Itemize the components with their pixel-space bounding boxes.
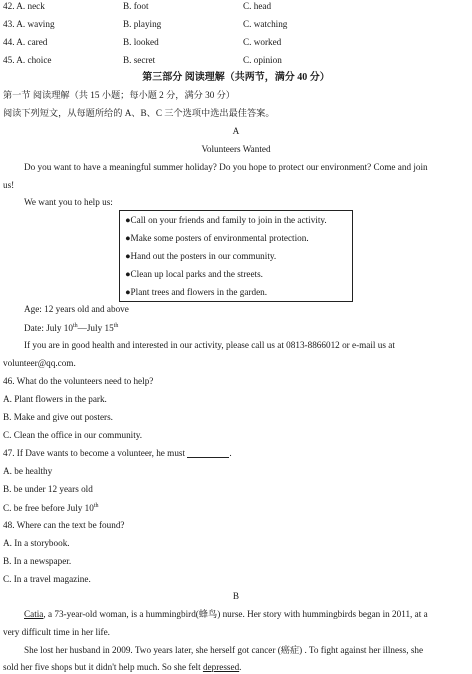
part3-title: 第三部分 阅读理解（共两节，满分 40 分） (142, 72, 330, 83)
option-44-a: 44. A. cared (3, 37, 48, 47)
option-42-a: 42. A. neck (3, 1, 45, 11)
question-47-option-c: C. be free before July 10th (3, 503, 99, 514)
question-48-option-c: C. In a travel magazine. (3, 574, 91, 584)
question-46-option-b: B. Make and give out posters. (3, 412, 113, 422)
question-48-option-b: B. In a newspaper. (3, 556, 72, 566)
question-47-option-a: A. be healthy (3, 466, 53, 476)
option-42-c: C. head (243, 1, 272, 11)
question-47-option-b: B. be under 12 years old (3, 484, 93, 494)
passage-b-letter: B (232, 591, 240, 601)
option-45-a: 45. A. choice (3, 55, 52, 65)
option-43-c: C. watching (243, 19, 288, 29)
option-44-b: B. looked (123, 37, 159, 47)
option-44-c: C. worked (243, 37, 282, 47)
instruction-text: 阅读下列短文，从每题所给的 A、B、C 三个选项中选出最佳答案。 (3, 108, 275, 118)
question-46-option-c: C. Clean the office in our community. (3, 430, 143, 440)
passage-a-help-line: We want you to help us: (24, 197, 113, 207)
box-item: ●Hand out the posters in our community. (125, 251, 277, 261)
age-line: Age: 12 years old and above (24, 304, 129, 314)
option-45-b: B. secret (123, 55, 156, 65)
box-item: ●Clean up local parks and the streets. (125, 269, 263, 279)
question-48: 48. Where can the text be found? (3, 520, 125, 530)
passage-b-para1-line2: very difficult time in her life. (3, 627, 110, 637)
date-line: Date: July 10th—July 15th (24, 323, 119, 334)
section1-heading: 第一节 阅读理解（共 15 小题；每小题 2 分，满分 30 分） (3, 90, 235, 100)
option-45-c: C. opinion (243, 55, 282, 65)
answer-blank (187, 449, 229, 458)
contact-line-2: volunteer@qq.com. (3, 358, 76, 368)
passage-a-letter: A (232, 126, 240, 136)
box-item: ●Plant trees and flowers in the garden. (125, 287, 268, 297)
option-42-b: B. foot (123, 1, 149, 11)
passage-a-intro-1: Do you want to have a meaningful summer holiday? Do you hope to protect our environment? Come and join (24, 162, 428, 172)
question-48-option-a: A. In a storybook. (3, 538, 70, 548)
passage-a-title: Volunteers Wanted (201, 144, 271, 154)
passage-b-para2-line2: sold her five shops but it didn't help much. So she felt depressed. (3, 662, 242, 672)
passage-b-para2-line1: She lost her husband in 2009. Two years later, she herself got cancer (癌症) . To fight against her illness, she (24, 645, 424, 655)
question-46: 46. What do the volunteers need to help? (3, 376, 154, 386)
box-item: ●Call on your friends and family to join in the activity. (125, 215, 327, 225)
activity-box (119, 210, 353, 302)
question-47: 47. If Dave wants to become a volunteer, he must . (3, 448, 232, 458)
passage-b-para1-line1: Catia, a 73-year-old woman, is a hummingbird(蜂鸟) nurse. Her story with hummingbirds began in 2011, at a (24, 609, 428, 619)
box-item: ●Make some posters of environmental protection. (125, 233, 309, 243)
option-43-b: B. playing (123, 19, 162, 29)
passage-a-intro-2: us! (3, 180, 15, 190)
contact-line-1: If you are in good health and interested in our activity, please call us at 0813-8866012 or e-mail us at (24, 340, 395, 350)
question-46-option-a: A. Plant flowers in the park. (3, 394, 107, 404)
option-43-a: 43. A. waving (3, 19, 55, 29)
